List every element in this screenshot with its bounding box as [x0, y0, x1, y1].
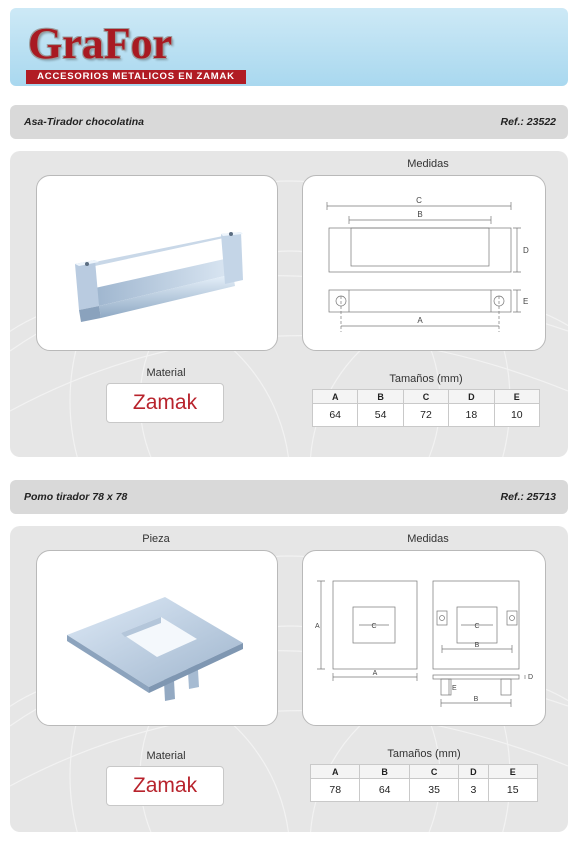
size-header-c: C	[409, 765, 458, 779]
size-value-a: 78	[311, 779, 360, 802]
product-1-photo	[37, 176, 277, 350]
product-1-material-label: Material	[146, 367, 186, 379]
product-2-material-value: Zamak	[106, 766, 224, 806]
size-header-a: A	[313, 390, 358, 404]
size-value-e: 15	[488, 779, 537, 802]
dim-label-e: E	[452, 685, 457, 692]
dim-label-c-front: C	[371, 623, 377, 630]
size-header-e: E	[494, 390, 539, 404]
product-2-measures-label: Medidas	[407, 533, 449, 545]
dim-label-b: B	[417, 210, 423, 219]
product-1-ref: Ref.: 23522	[500, 116, 556, 128]
product-1-name: Asa-Tirador chocolatina	[24, 116, 145, 128]
product-2-measures-diagram	[302, 550, 546, 726]
technical-drawing	[303, 551, 545, 725]
logo-wordmark: GraFor	[28, 19, 173, 68]
sizes-value-row	[313, 404, 540, 427]
size-value-d: 3	[459, 779, 488, 802]
sizes-header-row	[311, 765, 538, 779]
dim-label-e: E	[523, 297, 529, 306]
dim-label-a: A	[417, 316, 423, 325]
sizes-header-row	[313, 390, 540, 404]
product-2-photo	[37, 551, 277, 725]
dim-label-c: C	[416, 196, 422, 205]
size-header-a: A	[311, 765, 360, 779]
size-value-b: 64	[360, 779, 409, 802]
product-1-sizes-label: Tamaños (mm)	[389, 373, 463, 385]
product-2-panel	[10, 526, 568, 832]
product-2-ref: Ref.: 25713	[500, 491, 556, 503]
size-value-e: 10	[494, 404, 539, 427]
product-2-sizes-label: Tamaños (mm)	[387, 748, 461, 760]
product-1-image-box	[36, 175, 278, 351]
product-1-material-value: Zamak	[106, 383, 224, 423]
product-1-panel	[10, 151, 568, 457]
dim-label-d: D	[528, 674, 534, 681]
size-header-d: D	[449, 390, 494, 404]
page-header	[10, 8, 568, 86]
product-2-image-label: Pieza	[142, 533, 170, 545]
product-1-title-bar	[10, 105, 568, 139]
dim-label-b-side: B	[473, 696, 479, 703]
size-header-e: E	[488, 765, 537, 779]
size-value-c: 72	[403, 404, 448, 427]
size-value-b: 54	[358, 404, 403, 427]
dim-label-a-vertical: A	[315, 623, 320, 630]
size-header-c: C	[403, 390, 448, 404]
product-1-measures-diagram	[302, 175, 546, 351]
size-value-d: 18	[449, 404, 494, 427]
dim-label-d: D	[523, 246, 529, 255]
product-2-name: Pomo tirador 78 x 78	[24, 491, 128, 503]
product-2-title-bar	[10, 480, 568, 514]
size-value-c: 35	[409, 779, 458, 802]
product-2-material-label: Material	[146, 750, 186, 762]
logo-tagline: ACCESORIOS METALICOS EN ZAMAK	[26, 70, 246, 84]
product-2-image-box	[36, 550, 278, 726]
size-header-b: B	[360, 765, 409, 779]
sizes-value-row	[311, 779, 538, 802]
size-header-b: B	[358, 390, 403, 404]
technical-drawing	[303, 176, 545, 350]
dim-label-b-back: B	[474, 642, 480, 649]
dim-label-a-horizontal: A	[372, 670, 378, 677]
product-1-measures-label: Medidas	[407, 158, 449, 170]
size-value-a: 64	[313, 404, 358, 427]
dim-label-c-back: C	[474, 623, 480, 630]
grafor-logo	[26, 17, 248, 83]
product-2-sizes-table	[310, 764, 538, 802]
product-1-sizes-table	[312, 389, 540, 427]
size-header-d: D	[459, 765, 488, 779]
